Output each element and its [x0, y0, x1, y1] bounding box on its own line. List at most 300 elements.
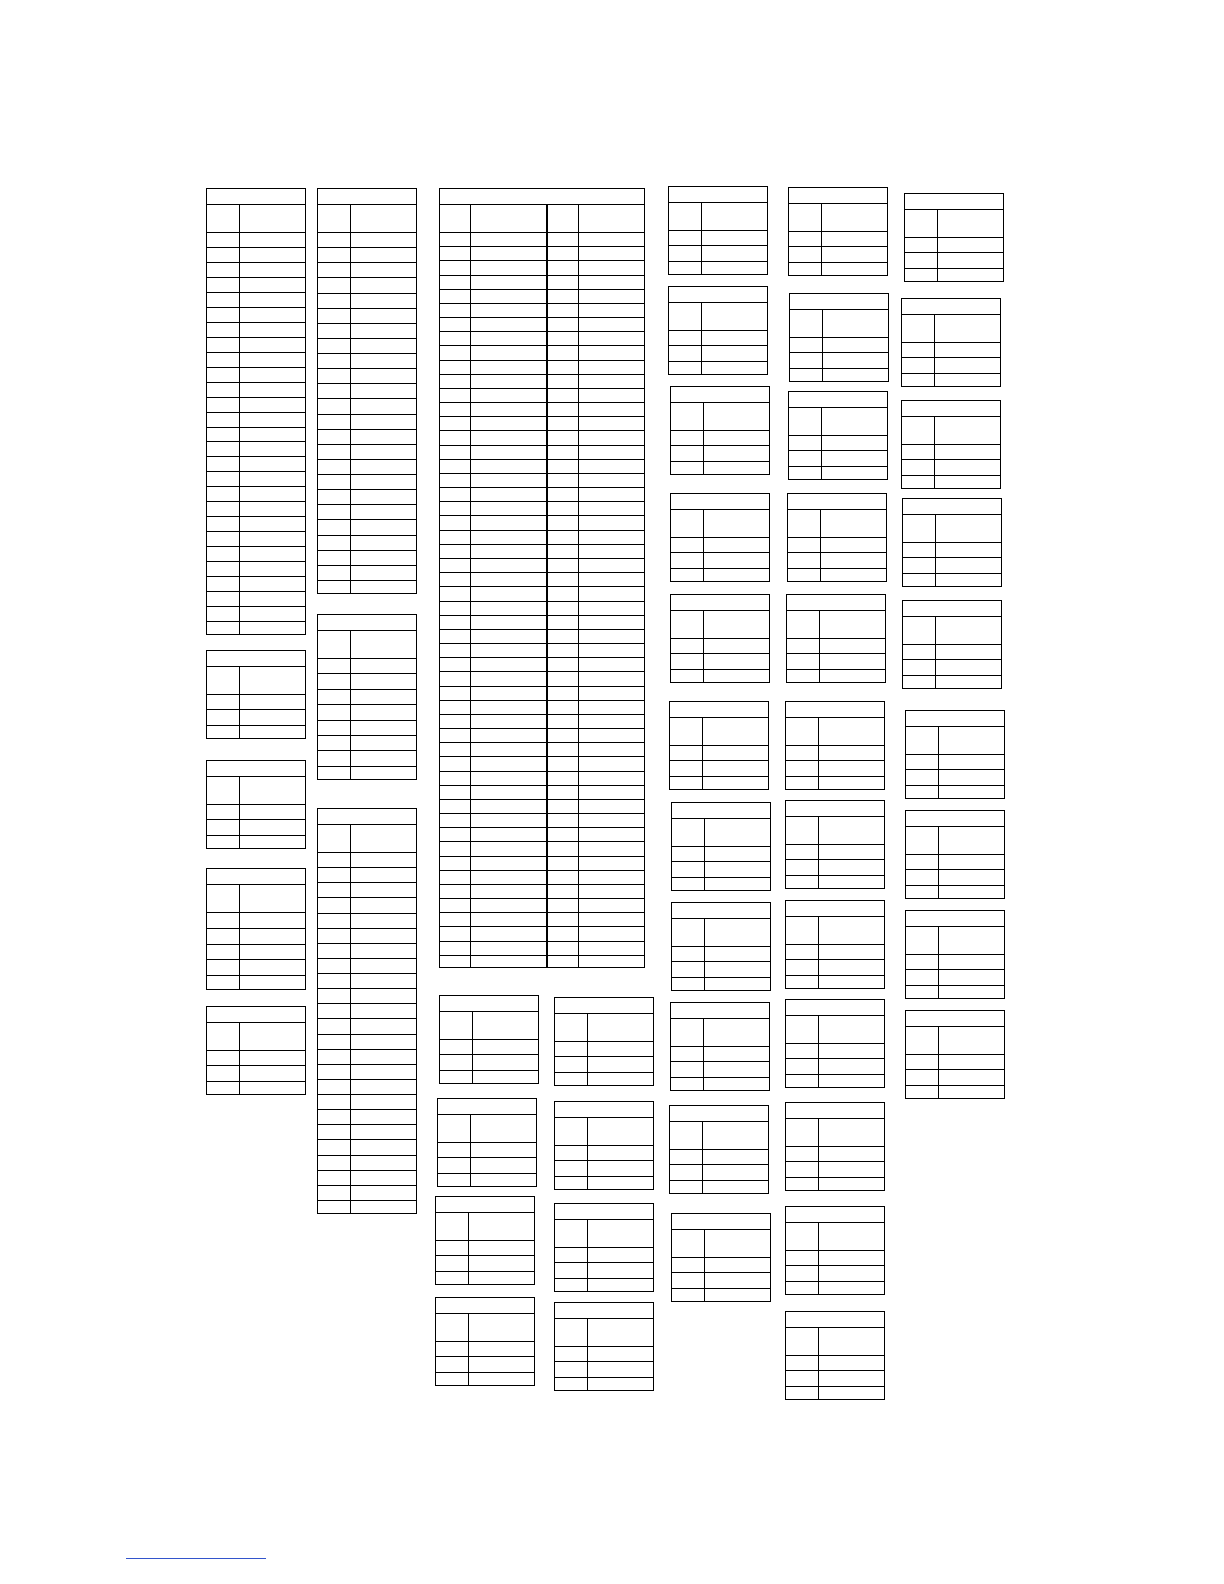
- table-row-rule: [318, 247, 416, 248]
- blank-table-small: [435, 1297, 535, 1386]
- blank-table-small: [437, 1098, 537, 1187]
- table-column-rule: [239, 884, 240, 989]
- table-column-rule: [818, 1222, 819, 1294]
- table-caption-rule: [318, 824, 416, 825]
- blank-table-small: [785, 800, 885, 889]
- table-caption-rule: [671, 1018, 769, 1019]
- table-caption-rule: [670, 1121, 768, 1122]
- table-column-rule: [702, 1121, 703, 1193]
- table-row-rule: [786, 959, 884, 960]
- table-row-rule: [318, 338, 416, 339]
- table-caption-rule: [906, 726, 1004, 727]
- table-column-rule: [701, 302, 702, 374]
- table-row-rule: [555, 1278, 653, 1279]
- table-row-rule: [207, 456, 305, 457]
- table-caption-rule: [672, 918, 770, 919]
- blank-table-small: [206, 868, 306, 990]
- blank-table-small: [905, 1010, 1005, 1099]
- table-row-rule: [318, 1185, 416, 1186]
- table-caption-rule: [786, 1118, 884, 1119]
- blank-table-small: [670, 386, 770, 475]
- table-caption-rule: [672, 1229, 770, 1230]
- table-header-rule: [902, 342, 1000, 343]
- table-row-rule: [786, 975, 884, 976]
- table-caption-rule: [788, 509, 886, 510]
- table-column-rule: [239, 204, 240, 634]
- table-column-rule: [934, 416, 935, 488]
- table-row-rule: [318, 704, 416, 705]
- table-row-rule: [318, 293, 416, 294]
- blank-table-small: [671, 802, 771, 891]
- table-column-rule: [818, 816, 819, 888]
- table-row-rule: [318, 1109, 416, 1110]
- table-row-rule: [555, 1056, 653, 1057]
- table-row-rule: [786, 859, 884, 860]
- table-caption-rule: [207, 776, 305, 777]
- table-row-rule: [555, 1072, 653, 1073]
- table-row-rule: [318, 308, 416, 309]
- blank-table-small: [905, 710, 1005, 799]
- table-row-rule: [207, 307, 305, 308]
- table-row-rule: [788, 568, 886, 569]
- table-column-rule: [821, 407, 822, 479]
- table-row-rule: [318, 535, 416, 536]
- table-caption-rule: [906, 826, 1004, 827]
- table-caption-rule: [207, 884, 305, 885]
- table-header-rule: [903, 542, 1001, 543]
- table-row-rule: [207, 262, 305, 263]
- table-column-rule: [818, 1327, 819, 1399]
- table-row-rule: [207, 292, 305, 293]
- table-row-rule: [671, 669, 769, 670]
- table-row-rule: [318, 1124, 416, 1125]
- table-row-rule: [318, 474, 416, 475]
- table-row-rule: [207, 576, 305, 577]
- table-row-rule: [671, 1061, 769, 1062]
- table-column-rule: [818, 916, 819, 988]
- table-header-rule: [905, 237, 1003, 238]
- table-row-rule: [207, 337, 305, 338]
- table-caption-rule: [906, 926, 1004, 927]
- table-caption-rule: [318, 630, 416, 631]
- blank-table-small: [788, 187, 888, 276]
- table-row-rule: [555, 1361, 653, 1362]
- table-column-rule: [704, 818, 705, 890]
- table-row-rule: [787, 669, 885, 670]
- table-row-rule: [318, 750, 416, 751]
- table-header-rule: [786, 745, 884, 746]
- table-row-rule: [672, 1288, 770, 1289]
- table-caption-rule: [436, 1212, 534, 1213]
- table-caption-rule: [669, 302, 767, 303]
- table-header-rule: [672, 846, 770, 847]
- blank-table-small: [785, 701, 885, 790]
- table-row-rule: [789, 466, 887, 467]
- table-column-rule: [472, 1011, 473, 1083]
- blank-table-small: [670, 493, 770, 582]
- table-column-rule: [587, 1318, 588, 1390]
- table-header-rule: [790, 337, 888, 338]
- table-header-rule: [318, 658, 416, 659]
- table-row-rule: [318, 988, 416, 989]
- table-row-rule: [318, 882, 416, 883]
- table-row-rule: [672, 861, 770, 862]
- table-header-rule: [440, 1039, 538, 1040]
- table-row-rule: [786, 875, 884, 876]
- blank-table-small: [668, 186, 768, 275]
- blank-table-small: [671, 902, 771, 991]
- table-row-rule: [207, 621, 305, 622]
- table-column-rule: [703, 1018, 704, 1090]
- table-row-rule: [906, 1085, 1004, 1086]
- table-column-rule: [350, 204, 351, 593]
- table-row-rule: [207, 277, 305, 278]
- table-row-rule: [906, 985, 1004, 986]
- table-row-rule: [669, 245, 767, 246]
- table-row-rule: [318, 913, 416, 914]
- table-caption-rule: [671, 402, 769, 403]
- table-row-rule: [207, 397, 305, 398]
- table-row-rule: [318, 673, 416, 674]
- table-column-rule: [938, 926, 939, 998]
- table-row-rule: [318, 353, 416, 354]
- table-row-rule: [672, 877, 770, 878]
- blank-table-small: [554, 1302, 654, 1391]
- table-header-rule: [906, 954, 1004, 955]
- table-header-rule: [672, 1257, 770, 1258]
- blank-table-small: [554, 1203, 654, 1292]
- table-row-rule: [669, 361, 767, 362]
- table-row-rule: [318, 867, 416, 868]
- table-header-rule: [671, 537, 769, 538]
- table-row-rule: [440, 1054, 538, 1055]
- table-column-rule: [468, 1313, 469, 1385]
- table-header-rule: [786, 944, 884, 945]
- table-column-rule: [818, 717, 819, 789]
- footnote-separator-rule: [126, 1558, 266, 1559]
- table-row-rule: [670, 760, 768, 761]
- table-row-rule: [207, 427, 305, 428]
- blank-table-small: [789, 293, 889, 382]
- table-row-rule: [318, 1018, 416, 1019]
- table-row-rule: [318, 943, 416, 944]
- table-row-rule: [788, 552, 886, 553]
- table-row-rule: [207, 367, 305, 368]
- table-row-rule: [436, 1372, 534, 1373]
- table-row-rule: [903, 675, 1001, 676]
- table-row-rule: [207, 382, 305, 383]
- blank-table-small: [206, 760, 306, 849]
- table-row-rule: [786, 760, 884, 761]
- table-row-rule: [555, 1377, 653, 1378]
- table-row-rule: [786, 1281, 884, 1282]
- table-caption-rule: [555, 1219, 653, 1220]
- table-header-rule: [318, 232, 416, 233]
- table-row-rule: [902, 357, 1000, 358]
- table-row-rule: [786, 1161, 884, 1162]
- table-header-rule: [438, 1142, 536, 1143]
- blank-table-small: [905, 810, 1005, 899]
- table-row-rule: [318, 262, 416, 263]
- table-column-rule: [938, 1026, 939, 1098]
- blank-table-small: [554, 997, 654, 1086]
- table-row-rule: [207, 247, 305, 248]
- table-header-rule: [671, 430, 769, 431]
- table-row-rule: [318, 398, 416, 399]
- table-row-rule: [318, 323, 416, 324]
- blank-table-long-1: [206, 188, 306, 635]
- table-column-rule: [937, 209, 938, 281]
- table-header-rule: [787, 638, 885, 639]
- table-row-rule: [436, 1255, 534, 1256]
- table-row-rule: [318, 1094, 416, 1095]
- table-row-rule: [903, 557, 1001, 558]
- blank-table-small: [206, 1006, 306, 1095]
- table-row-rule: [318, 1003, 416, 1004]
- table-column-rule: [703, 610, 704, 682]
- table-row-rule: [436, 1271, 534, 1272]
- blank-table-medium: [317, 614, 417, 780]
- table-row-rule: [207, 352, 305, 353]
- table-row-rule: [207, 441, 305, 442]
- blank-table-small: [785, 1311, 885, 1400]
- blank-table-small: [669, 701, 769, 790]
- table-caption-rule: [787, 610, 885, 611]
- table-row-rule: [786, 1058, 884, 1059]
- table-row-rule: [207, 819, 305, 820]
- table-row-rule: [318, 550, 416, 551]
- table-row-rule: [318, 973, 416, 974]
- table-header-rule: [672, 946, 770, 947]
- table-column-rule: [818, 1015, 819, 1087]
- blank-table-small: [785, 1206, 885, 1295]
- table-row-rule: [318, 1034, 416, 1035]
- table-header-rule: [207, 804, 305, 805]
- table-row-rule: [902, 459, 1000, 460]
- table-row-rule: [318, 1049, 416, 1050]
- table-column-rule: [938, 826, 939, 898]
- table-row-rule: [207, 725, 305, 726]
- table-caption-rule: [786, 1327, 884, 1328]
- table-header-rule: [436, 1341, 534, 1342]
- table-row-rule: [671, 568, 769, 569]
- table-column-rule: [935, 514, 936, 586]
- table-row-rule: [318, 1155, 416, 1156]
- table-row-rule: [786, 1386, 884, 1387]
- table-header-rule: [789, 231, 887, 232]
- blank-table-small: [669, 1105, 769, 1194]
- table-caption-rule: [786, 717, 884, 718]
- table-row-rule: [318, 459, 416, 460]
- blank-table-small: [670, 1002, 770, 1091]
- table-caption-rule: [207, 1022, 305, 1023]
- table-row-rule: [906, 885, 1004, 886]
- table-row-rule: [789, 262, 887, 263]
- table-row-rule: [207, 412, 305, 413]
- blank-table-small: [435, 1196, 535, 1285]
- table-row-rule: [207, 531, 305, 532]
- table-row-rule: [672, 977, 770, 978]
- table-row-rule: [207, 975, 305, 976]
- table-column-rule: [934, 314, 935, 386]
- table-caption-rule: [672, 818, 770, 819]
- table-row-rule: [789, 246, 887, 247]
- table-row-rule: [318, 504, 416, 505]
- table-header-rule: [786, 1043, 884, 1044]
- table-row-rule: [555, 1176, 653, 1177]
- table-row-rule: [207, 835, 305, 836]
- table-row-rule: [318, 897, 416, 898]
- table-column-rule: [239, 1022, 240, 1094]
- table-header-rule: [789, 435, 887, 436]
- table-header-rule: [786, 1146, 884, 1147]
- blank-table-small: [901, 400, 1001, 489]
- blank-table-small: [902, 498, 1002, 587]
- table-row-rule: [207, 471, 305, 472]
- table-column-rule: [587, 1117, 588, 1189]
- table-column-rule: [470, 1114, 471, 1186]
- table-row-rule: [436, 1356, 534, 1357]
- blank-table-small: [787, 493, 887, 582]
- table-header-rule: [788, 537, 886, 538]
- table-caption-rule: [669, 202, 767, 203]
- table-row-rule: [905, 268, 1003, 269]
- table-row-rule: [207, 944, 305, 945]
- table-header-rule: [670, 1149, 768, 1150]
- table-row-rule: [207, 501, 305, 502]
- blank-table-small: [554, 1101, 654, 1190]
- table-caption-rule: [207, 666, 305, 667]
- table-row-rule: [318, 277, 416, 278]
- table-column-rule: [350, 630, 351, 779]
- table-row-rule: [207, 486, 305, 487]
- table-row-rule: [906, 769, 1004, 770]
- table-row-rule: [672, 961, 770, 962]
- blank-table-small: [788, 391, 888, 480]
- table-row-rule: [671, 461, 769, 462]
- table-row-rule: [669, 345, 767, 346]
- table-caption-rule: [905, 209, 1003, 210]
- table-column-rule: [819, 610, 820, 682]
- table-header-rule: [671, 638, 769, 639]
- table-header-rule: [318, 852, 416, 853]
- table-caption-rule: [555, 1013, 653, 1014]
- table-row-rule: [318, 383, 416, 384]
- blank-table-small: [668, 286, 768, 375]
- table-row-rule: [207, 546, 305, 547]
- table-column-rule: [578, 204, 579, 967]
- table-row-rule: [318, 429, 416, 430]
- table-header-rule: [207, 694, 305, 695]
- table-row-rule: [318, 519, 416, 520]
- table-row-rule: [318, 766, 416, 767]
- table-header-rule: [786, 1250, 884, 1251]
- table-row-rule: [786, 1177, 884, 1178]
- blank-table-small: [671, 1213, 771, 1302]
- table-row-rule: [207, 1065, 305, 1066]
- table-column-rule: [587, 1013, 588, 1085]
- table-caption-rule: [902, 416, 1000, 417]
- table-row-rule: [318, 1200, 416, 1201]
- blank-table-small: [670, 594, 770, 683]
- blank-table-long-3: [317, 808, 417, 1214]
- table-caption-rule: [671, 610, 769, 611]
- table-column-rule: [822, 309, 823, 381]
- table-header-rule: [786, 1355, 884, 1356]
- table-caption-rule: [671, 509, 769, 510]
- table-column-rule: [702, 717, 703, 789]
- table-caption-rule: [786, 816, 884, 817]
- table-header-rule: [555, 1346, 653, 1347]
- table-header-rule: [669, 230, 767, 231]
- table-row-rule: [672, 1272, 770, 1273]
- table-caption-rule: [786, 1222, 884, 1223]
- table-row-rule: [207, 1081, 305, 1082]
- table-caption-rule: [789, 407, 887, 408]
- table-header-rule: [670, 745, 768, 746]
- table-row-rule: [671, 445, 769, 446]
- blank-table-double: [439, 188, 645, 968]
- table-caption-rule: [903, 616, 1001, 617]
- table-row-rule: [671, 552, 769, 553]
- table-column-rule: [703, 402, 704, 474]
- table-header-rule: [207, 912, 305, 913]
- table-row-rule: [318, 1139, 416, 1140]
- table-column-rule: [821, 203, 822, 275]
- table-row-rule: [670, 776, 768, 777]
- table-row-rule: [906, 869, 1004, 870]
- table-caption-rule: [902, 314, 1000, 315]
- table-row-rule: [786, 1074, 884, 1075]
- table-row-rule: [905, 252, 1003, 253]
- table-row-rule: [906, 785, 1004, 786]
- blank-table-small: [904, 193, 1004, 282]
- table-header-rule: [903, 644, 1001, 645]
- table-column-rule: [704, 1229, 705, 1301]
- table-row-rule: [438, 1173, 536, 1174]
- table-row-rule: [318, 580, 416, 581]
- table-row-rule: [207, 322, 305, 323]
- blank-table-small: [785, 900, 885, 989]
- blank-table-small: [439, 995, 539, 1084]
- table-row-rule: [207, 516, 305, 517]
- table-row-rule: [318, 368, 416, 369]
- table-row-rule: [670, 1180, 768, 1181]
- table-row-rule: [903, 573, 1001, 574]
- table-row-rule: [903, 659, 1001, 660]
- table-row-rule: [786, 776, 884, 777]
- table-row-rule: [790, 368, 888, 369]
- table-row-rule: [318, 720, 416, 721]
- table-row-rule: [906, 969, 1004, 970]
- table-row-rule: [318, 1079, 416, 1080]
- table-caption-rule: [318, 204, 416, 205]
- table-header-rule: [906, 754, 1004, 755]
- table-row-rule: [669, 261, 767, 262]
- table-row-rule: [318, 414, 416, 415]
- table-column-rule: [470, 204, 471, 967]
- blank-table-long-2: [317, 188, 417, 594]
- table-row-rule: [318, 489, 416, 490]
- table-header-rule: [669, 330, 767, 331]
- table-row-rule: [207, 928, 305, 929]
- table-caption-rule: [670, 717, 768, 718]
- blank-table-small: [901, 298, 1001, 387]
- table-header-rule: [555, 1247, 653, 1248]
- table-row-rule: [787, 653, 885, 654]
- blank-table-small: [785, 1102, 885, 1191]
- table-caption-rule: [438, 1114, 536, 1115]
